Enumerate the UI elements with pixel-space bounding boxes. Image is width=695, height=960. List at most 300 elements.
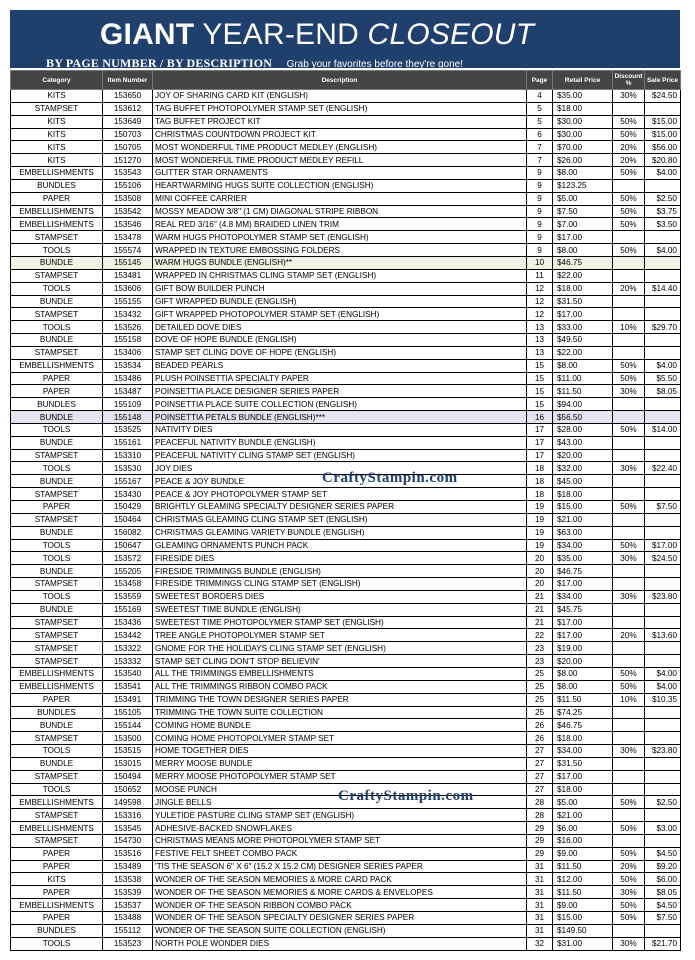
item-number-cell: 153500 [103, 732, 153, 745]
retail-price-cell: $7.50 [553, 205, 613, 218]
page-cell: 27 [527, 757, 553, 770]
discount-cell [613, 757, 645, 770]
discount-cell: 30% [613, 552, 645, 565]
discount-cell [613, 655, 645, 668]
retail-price-cell: $149.50 [553, 924, 613, 937]
item-number-cell: 153322 [103, 642, 153, 655]
description-cell: FESTIVE FELT SHEET COMBO PACK [153, 847, 527, 860]
discount-cell [613, 719, 645, 732]
sale-price-cell [645, 616, 681, 629]
page-cell: 19 [527, 539, 553, 552]
page-cell: 10 [527, 256, 553, 269]
category-cell: TOOLS [11, 462, 103, 475]
closeout-header [10, 10, 680, 68]
discount-cell: 50% [613, 192, 645, 205]
category-cell: TOOLS [11, 244, 103, 257]
watermark-lower [338, 788, 474, 805]
description-cell: SWEETEST BORDERS DIES [153, 590, 527, 603]
category-cell: STAMPSET [11, 616, 103, 629]
category-cell: PAPER [11, 385, 103, 398]
title-closeout: CLOSEOUT [367, 18, 535, 51]
page-cell: 21 [527, 616, 553, 629]
description-cell: MOOSE PUNCH [153, 783, 527, 796]
discount-cell [613, 411, 645, 424]
category-cell: BUNDLE [11, 436, 103, 449]
retail-price-cell: $19.00 [553, 642, 613, 655]
item-number-cell: 153430 [103, 488, 153, 501]
retail-price-cell: $34.00 [553, 590, 613, 603]
sale-price-cell [645, 706, 681, 719]
description-cell: MOST WONDERFUL TIME PRODUCT MEDLEY (ENGLISH) [153, 141, 527, 154]
description-cell: WARM HUGS BUNDLE (ENGLISH)** [153, 256, 527, 269]
item-number-cell: 153316 [103, 809, 153, 822]
table-row [11, 167, 681, 180]
page-cell: 9 [527, 205, 553, 218]
retail-price-cell: $22.00 [553, 269, 613, 282]
page-cell: 5 [527, 115, 553, 128]
retail-price-cell: $45.00 [553, 475, 613, 488]
category-cell: TOOLS [11, 552, 103, 565]
item-number-cell: 150494 [103, 770, 153, 783]
sale-price-cell: $22.40 [645, 462, 681, 475]
title-giant: GIANT [100, 18, 195, 51]
retail-price-cell: $123.25 [553, 179, 613, 192]
description-cell: YULETIDE PASTURE CLING STAMP SET (ENGLISH) [153, 809, 527, 822]
sale-price-cell [645, 770, 681, 783]
item-number-cell: 155205 [103, 565, 153, 578]
sale-price-cell [645, 642, 681, 655]
discount-cell: 50% [613, 501, 645, 514]
item-number-cell: 155161 [103, 436, 153, 449]
page-cell: 12 [527, 308, 553, 321]
table-row [11, 449, 681, 462]
page-cell: 23 [527, 655, 553, 668]
table-row [11, 411, 681, 424]
category-cell: STAMPSET [11, 513, 103, 526]
sale-price-cell [645, 603, 681, 616]
retail-price-cell: $94.00 [553, 398, 613, 411]
item-number-cell: 153537 [103, 899, 153, 912]
discount-cell: 10% [613, 321, 645, 334]
description-cell: WRAPPED IN CHRISTMAS CLING STAMP SET (ENGLISH) [153, 269, 527, 282]
page-cell: 21 [527, 603, 553, 616]
discount-cell: 50% [613, 539, 645, 552]
table-row [11, 192, 681, 205]
sale-price-cell: $20.80 [645, 154, 681, 167]
page-cell: 13 [527, 321, 553, 334]
category-cell: PAPER [11, 886, 103, 899]
description-cell: POINSETTIA PETALS BUNDLE (ENGLISH)*** [153, 411, 527, 424]
page-cell: 19 [527, 526, 553, 539]
page-cell: 31 [527, 873, 553, 886]
table-row [11, 308, 681, 321]
item-number-cell: 153508 [103, 192, 153, 205]
discount-cell [613, 565, 645, 578]
category-cell: STAMPSET [11, 732, 103, 745]
item-number-cell: 153488 [103, 912, 153, 925]
retail-price-cell: $70.00 [553, 141, 613, 154]
discount-cell: 50% [613, 680, 645, 693]
item-number-cell: 153545 [103, 822, 153, 835]
item-number-cell: 153432 [103, 308, 153, 321]
item-number-cell: 153526 [103, 321, 153, 334]
item-number-cell: 150464 [103, 513, 153, 526]
retail-price-cell: $5.00 [553, 192, 613, 205]
sale-price-cell: $24.50 [645, 552, 681, 565]
retail-price-cell: $49.50 [553, 334, 613, 347]
table-row [11, 398, 681, 411]
description-cell: FIRESIDE DIES [153, 552, 527, 565]
page-cell: 6 [527, 128, 553, 141]
category-cell: EMBELLISHMENTS [11, 359, 103, 372]
sale-price-cell: $29.70 [645, 321, 681, 334]
category-cell: STAMPSET [11, 308, 103, 321]
table-row [11, 912, 681, 925]
description-cell: ALL THE TRIMMINGS EMBELLISHMENTS [153, 667, 527, 680]
retail-price-cell: $18.00 [553, 488, 613, 501]
page-cell: 31 [527, 860, 553, 873]
retail-price-cell: $26.00 [553, 154, 613, 167]
item-number-cell: 155167 [103, 475, 153, 488]
sale-price-cell: $4.00 [645, 667, 681, 680]
category-cell: KITS [11, 115, 103, 128]
category-cell: STAMPSET [11, 770, 103, 783]
retail-price-cell: $11.50 [553, 385, 613, 398]
discount-cell [613, 809, 645, 822]
page-cell: 28 [527, 809, 553, 822]
by-page-description-label: BY PAGE NUMBER / BY DESCRIPTION [46, 56, 273, 70]
item-number-cell: 156082 [103, 526, 153, 539]
page-cell: 9 [527, 231, 553, 244]
description-cell: CHRISTMAS MEANS MORE PHOTOPOLYMER STAMP SET [153, 834, 527, 847]
page-cell: 29 [527, 822, 553, 835]
page-cell: 20 [527, 578, 553, 591]
description-cell: GNOME FOR THE HOLIDAYS CLING STAMP SET (ENGLISH) [153, 642, 527, 655]
retail-price-cell: $35.00 [553, 552, 613, 565]
description-cell: GIFT WRAPPED BUNDLE (ENGLISH) [153, 295, 527, 308]
description-cell: POINSETTIA PLACE SUITE COLLECTION (ENGLISH) [153, 398, 527, 411]
discount-cell: 50% [613, 359, 645, 372]
category-cell: STAMPSET [11, 834, 103, 847]
item-number-cell: 153458 [103, 578, 153, 591]
discount-cell: 50% [613, 899, 645, 912]
description-cell: HOME TOGETHER DIES [153, 745, 527, 758]
sale-price-cell [645, 526, 681, 539]
item-number-cell: 153332 [103, 655, 153, 668]
category-cell: EMBELLISHMENTS [11, 667, 103, 680]
description-cell: WONDER OF THE SEASON RIBBON COMBO PACK [153, 899, 527, 912]
watermark-text: CraftyStampin.com [322, 470, 458, 486]
table-row [11, 834, 681, 847]
retail-price-cell: $31.50 [553, 757, 613, 770]
page-cell: 20 [527, 565, 553, 578]
description-cell: TRIMMING THE TOWN SUITE COLLECTION [153, 706, 527, 719]
category-cell: PAPER [11, 847, 103, 860]
table-row [11, 205, 681, 218]
discount-cell [613, 834, 645, 847]
column-header-retail-price: Retail Price [553, 71, 613, 90]
sale-price-cell: $2.50 [645, 796, 681, 809]
item-number-cell: 155144 [103, 719, 153, 732]
description-cell: SWEETEST TIME BUNDLE (ENGLISH) [153, 603, 527, 616]
discount-cell: 30% [613, 462, 645, 475]
retail-price-cell: $8.00 [553, 167, 613, 180]
category-cell: STAMPSET [11, 449, 103, 462]
discount-cell [613, 346, 645, 359]
retail-price-cell: $45.75 [553, 603, 613, 616]
table-row [11, 847, 681, 860]
table-header-row [11, 71, 681, 90]
retail-price-cell: $33.00 [553, 321, 613, 334]
description-cell: NATIVITY DIES [153, 423, 527, 436]
retail-price-cell: $43.00 [553, 436, 613, 449]
category-cell: BUNDLE [11, 411, 103, 424]
sale-price-cell [645, 757, 681, 770]
table-row [11, 282, 681, 295]
retail-price-cell: $63.00 [553, 526, 613, 539]
category-cell: STAMPSET [11, 102, 103, 115]
discount-cell [613, 334, 645, 347]
retail-price-cell: $46.75 [553, 256, 613, 269]
item-number-cell: 155169 [103, 603, 153, 616]
table-row [11, 590, 681, 603]
table-row [11, 924, 681, 937]
discount-cell [613, 706, 645, 719]
sale-price-cell [645, 411, 681, 424]
page-cell: 29 [527, 834, 553, 847]
discount-cell: 10% [613, 693, 645, 706]
category-cell: PAPER [11, 860, 103, 873]
sale-price-cell: $15.00 [645, 128, 681, 141]
description-cell: ALL THE TRIMMINGS RIBBON COMBO PACK [153, 680, 527, 693]
sale-price-cell [645, 449, 681, 462]
category-cell: KITS [11, 141, 103, 154]
description-cell: REAL RED 3/16" (4.8 MM) BRAIDED LINEN TRIM [153, 218, 527, 231]
description-cell: WONDER OF THE SEASON MEMORIES & MORE CARDS & ENVELOPES [153, 886, 527, 899]
category-cell: STAMPSET [11, 231, 103, 244]
retail-price-cell: $21.00 [553, 809, 613, 822]
retail-price-cell: $15.00 [553, 912, 613, 925]
sale-price-cell: $17.00 [645, 539, 681, 552]
sale-price-cell: $10.35 [645, 693, 681, 706]
column-header-page: Page [527, 71, 553, 90]
sale-price-cell: $4.50 [645, 899, 681, 912]
retail-price-cell: $46.75 [553, 565, 613, 578]
category-cell: BUNDLE [11, 603, 103, 616]
description-cell: MERRY MOOSE PHOTOPOLYMER STAMP SET [153, 770, 527, 783]
discount-cell [613, 603, 645, 616]
discount-cell: 30% [613, 385, 645, 398]
description-cell: TREE ANGLE PHOTOPOLYMER STAMP SET [153, 629, 527, 642]
page-cell: 9 [527, 244, 553, 257]
retail-price-cell: $11.00 [553, 372, 613, 385]
sale-price-cell: $15.00 [645, 115, 681, 128]
category-cell: STAMPSET [11, 346, 103, 359]
sale-price-cell [645, 513, 681, 526]
category-cell: PAPER [11, 192, 103, 205]
table-row [11, 603, 681, 616]
retail-price-cell: $15.00 [553, 501, 613, 514]
category-cell: EMBELLISHMENTS [11, 218, 103, 231]
category-cell: TOOLS [11, 321, 103, 334]
description-cell: COMING HOME BUNDLE [153, 719, 527, 732]
retail-price-cell: $20.00 [553, 449, 613, 462]
category-cell: STAMPSET [11, 488, 103, 501]
item-number-cell: 153442 [103, 629, 153, 642]
discount-cell [613, 102, 645, 115]
table-row [11, 513, 681, 526]
description-cell: FIRESIDE TRIMMINGS CLING STAMP SET (ENGLISH) [153, 578, 527, 591]
category-cell: TOOLS [11, 282, 103, 295]
item-number-cell: 153542 [103, 205, 153, 218]
item-number-cell: 153539 [103, 886, 153, 899]
sale-price-cell: $4.50 [645, 847, 681, 860]
discount-cell: 20% [613, 141, 645, 154]
item-number-cell: 153310 [103, 449, 153, 462]
table-row [11, 346, 681, 359]
sale-price-cell: $6.00 [645, 873, 681, 886]
discount-cell: 50% [613, 423, 645, 436]
sale-price-cell: $14.40 [645, 282, 681, 295]
item-number-cell: 153491 [103, 693, 153, 706]
page-cell: 20 [527, 552, 553, 565]
table-row [11, 693, 681, 706]
discount-cell [613, 642, 645, 655]
sale-price-cell [645, 783, 681, 796]
category-cell: PAPER [11, 912, 103, 925]
sale-price-cell [645, 308, 681, 321]
sale-price-cell [645, 179, 681, 192]
discount-cell: 50% [613, 244, 645, 257]
discount-cell [613, 732, 645, 745]
sale-price-cell: $23.80 [645, 745, 681, 758]
sale-price-cell [645, 231, 681, 244]
description-cell: BRIGHTLY GLEAMING SPECIALTY DESIGNER SERIES PAPER [153, 501, 527, 514]
description-cell: WONDER OF THE SEASON MEMORIES & MORE CARD PACK [153, 873, 527, 886]
sale-price-cell [645, 398, 681, 411]
sale-price-cell: $3.50 [645, 218, 681, 231]
retail-price-cell: $9.00 [553, 847, 613, 860]
retail-price-cell: $17.00 [553, 308, 613, 321]
retail-price-cell: $12.00 [553, 873, 613, 886]
discount-cell: 20% [613, 629, 645, 642]
category-cell: TOOLS [11, 783, 103, 796]
page-cell: 31 [527, 924, 553, 937]
table-row [11, 873, 681, 886]
sale-price-cell: $8.05 [645, 385, 681, 398]
description-cell: NORTH POLE WONDER DIES [153, 937, 527, 950]
discount-cell [613, 295, 645, 308]
item-number-cell: 150647 [103, 539, 153, 552]
retail-price-cell: $8.00 [553, 244, 613, 257]
sale-price-cell [645, 269, 681, 282]
sale-price-cell: $21.70 [645, 937, 681, 950]
category-cell: BUNDLE [11, 334, 103, 347]
item-number-cell: 155106 [103, 179, 153, 192]
item-number-cell: 153515 [103, 745, 153, 758]
retail-price-cell: $8.00 [553, 667, 613, 680]
page-cell: 27 [527, 783, 553, 796]
item-number-cell: 150429 [103, 501, 153, 514]
item-number-cell: 153406 [103, 346, 153, 359]
category-cell: EMBELLISHMENTS [11, 822, 103, 835]
table-row [11, 295, 681, 308]
sale-price-cell [645, 488, 681, 501]
category-cell: BUNDLES [11, 706, 103, 719]
table-row [11, 501, 681, 514]
description-cell: MOSSY MEADOW 3/8" (1 CM) DIAGONAL STRIPE RIBBON [153, 205, 527, 218]
description-cell: STAMP SET CLING DON'T STOP BELIEVIN' [153, 655, 527, 668]
discount-cell [613, 578, 645, 591]
category-cell: BUNDLES [11, 924, 103, 937]
table-row [11, 488, 681, 501]
page-cell: 31 [527, 912, 553, 925]
discount-cell: 30% [613, 590, 645, 603]
page-cell: 13 [527, 334, 553, 347]
table-row [11, 334, 681, 347]
page-cell: 23 [527, 642, 553, 655]
discount-cell: 30% [613, 937, 645, 950]
page-cell: 18 [527, 462, 553, 475]
page-cell: 27 [527, 770, 553, 783]
table-row [11, 642, 681, 655]
category-cell: EMBELLISHMENTS [11, 796, 103, 809]
discount-cell [613, 308, 645, 321]
category-cell: KITS [11, 154, 103, 167]
page-cell: 32 [527, 937, 553, 950]
category-cell: STAMPSET [11, 269, 103, 282]
retail-price-cell: $11.50 [553, 860, 613, 873]
discount-cell [613, 449, 645, 462]
page-cell: 7 [527, 154, 553, 167]
sale-price-cell [645, 809, 681, 822]
description-cell: MOST WONDERFUL TIME PRODUCT MEDLEY REFILL [153, 154, 527, 167]
item-number-cell: 153538 [103, 873, 153, 886]
discount-cell: 30% [613, 886, 645, 899]
description-cell: GLITTER STAR ORNAMENTS [153, 167, 527, 180]
title-year-end: YEAR-END [202, 18, 359, 51]
sale-price-cell [645, 655, 681, 668]
discount-cell [613, 783, 645, 796]
category-cell: TOOLS [11, 745, 103, 758]
description-cell: DOVE OF HOPE BUNDLE (ENGLISH) [153, 334, 527, 347]
page-cell: 9 [527, 167, 553, 180]
item-number-cell: 155158 [103, 334, 153, 347]
item-number-cell: 153516 [103, 847, 153, 860]
sale-price-cell: $13.60 [645, 629, 681, 642]
page-cell: 19 [527, 513, 553, 526]
table-row [11, 102, 681, 115]
discount-cell: 20% [613, 860, 645, 873]
discount-cell [613, 398, 645, 411]
table-row [11, 179, 681, 192]
table-row [11, 732, 681, 745]
discount-cell: 50% [613, 822, 645, 835]
retail-price-cell: $8.00 [553, 680, 613, 693]
table-row [11, 218, 681, 231]
item-number-cell: 155109 [103, 398, 153, 411]
item-number-cell: 153486 [103, 372, 153, 385]
description-cell: PEACE & JOY PHOTOPOLYMER STAMP SET [153, 488, 527, 501]
category-cell: STAMPSET [11, 655, 103, 668]
item-number-cell: 153489 [103, 860, 153, 873]
discount-cell: 50% [613, 205, 645, 218]
description-cell: GIFT BOW BUILDER PUNCH [153, 282, 527, 295]
retail-price-cell: $34.00 [553, 539, 613, 552]
discount-cell: 50% [613, 372, 645, 385]
discount-cell [613, 924, 645, 937]
retail-price-cell: $8.00 [553, 359, 613, 372]
